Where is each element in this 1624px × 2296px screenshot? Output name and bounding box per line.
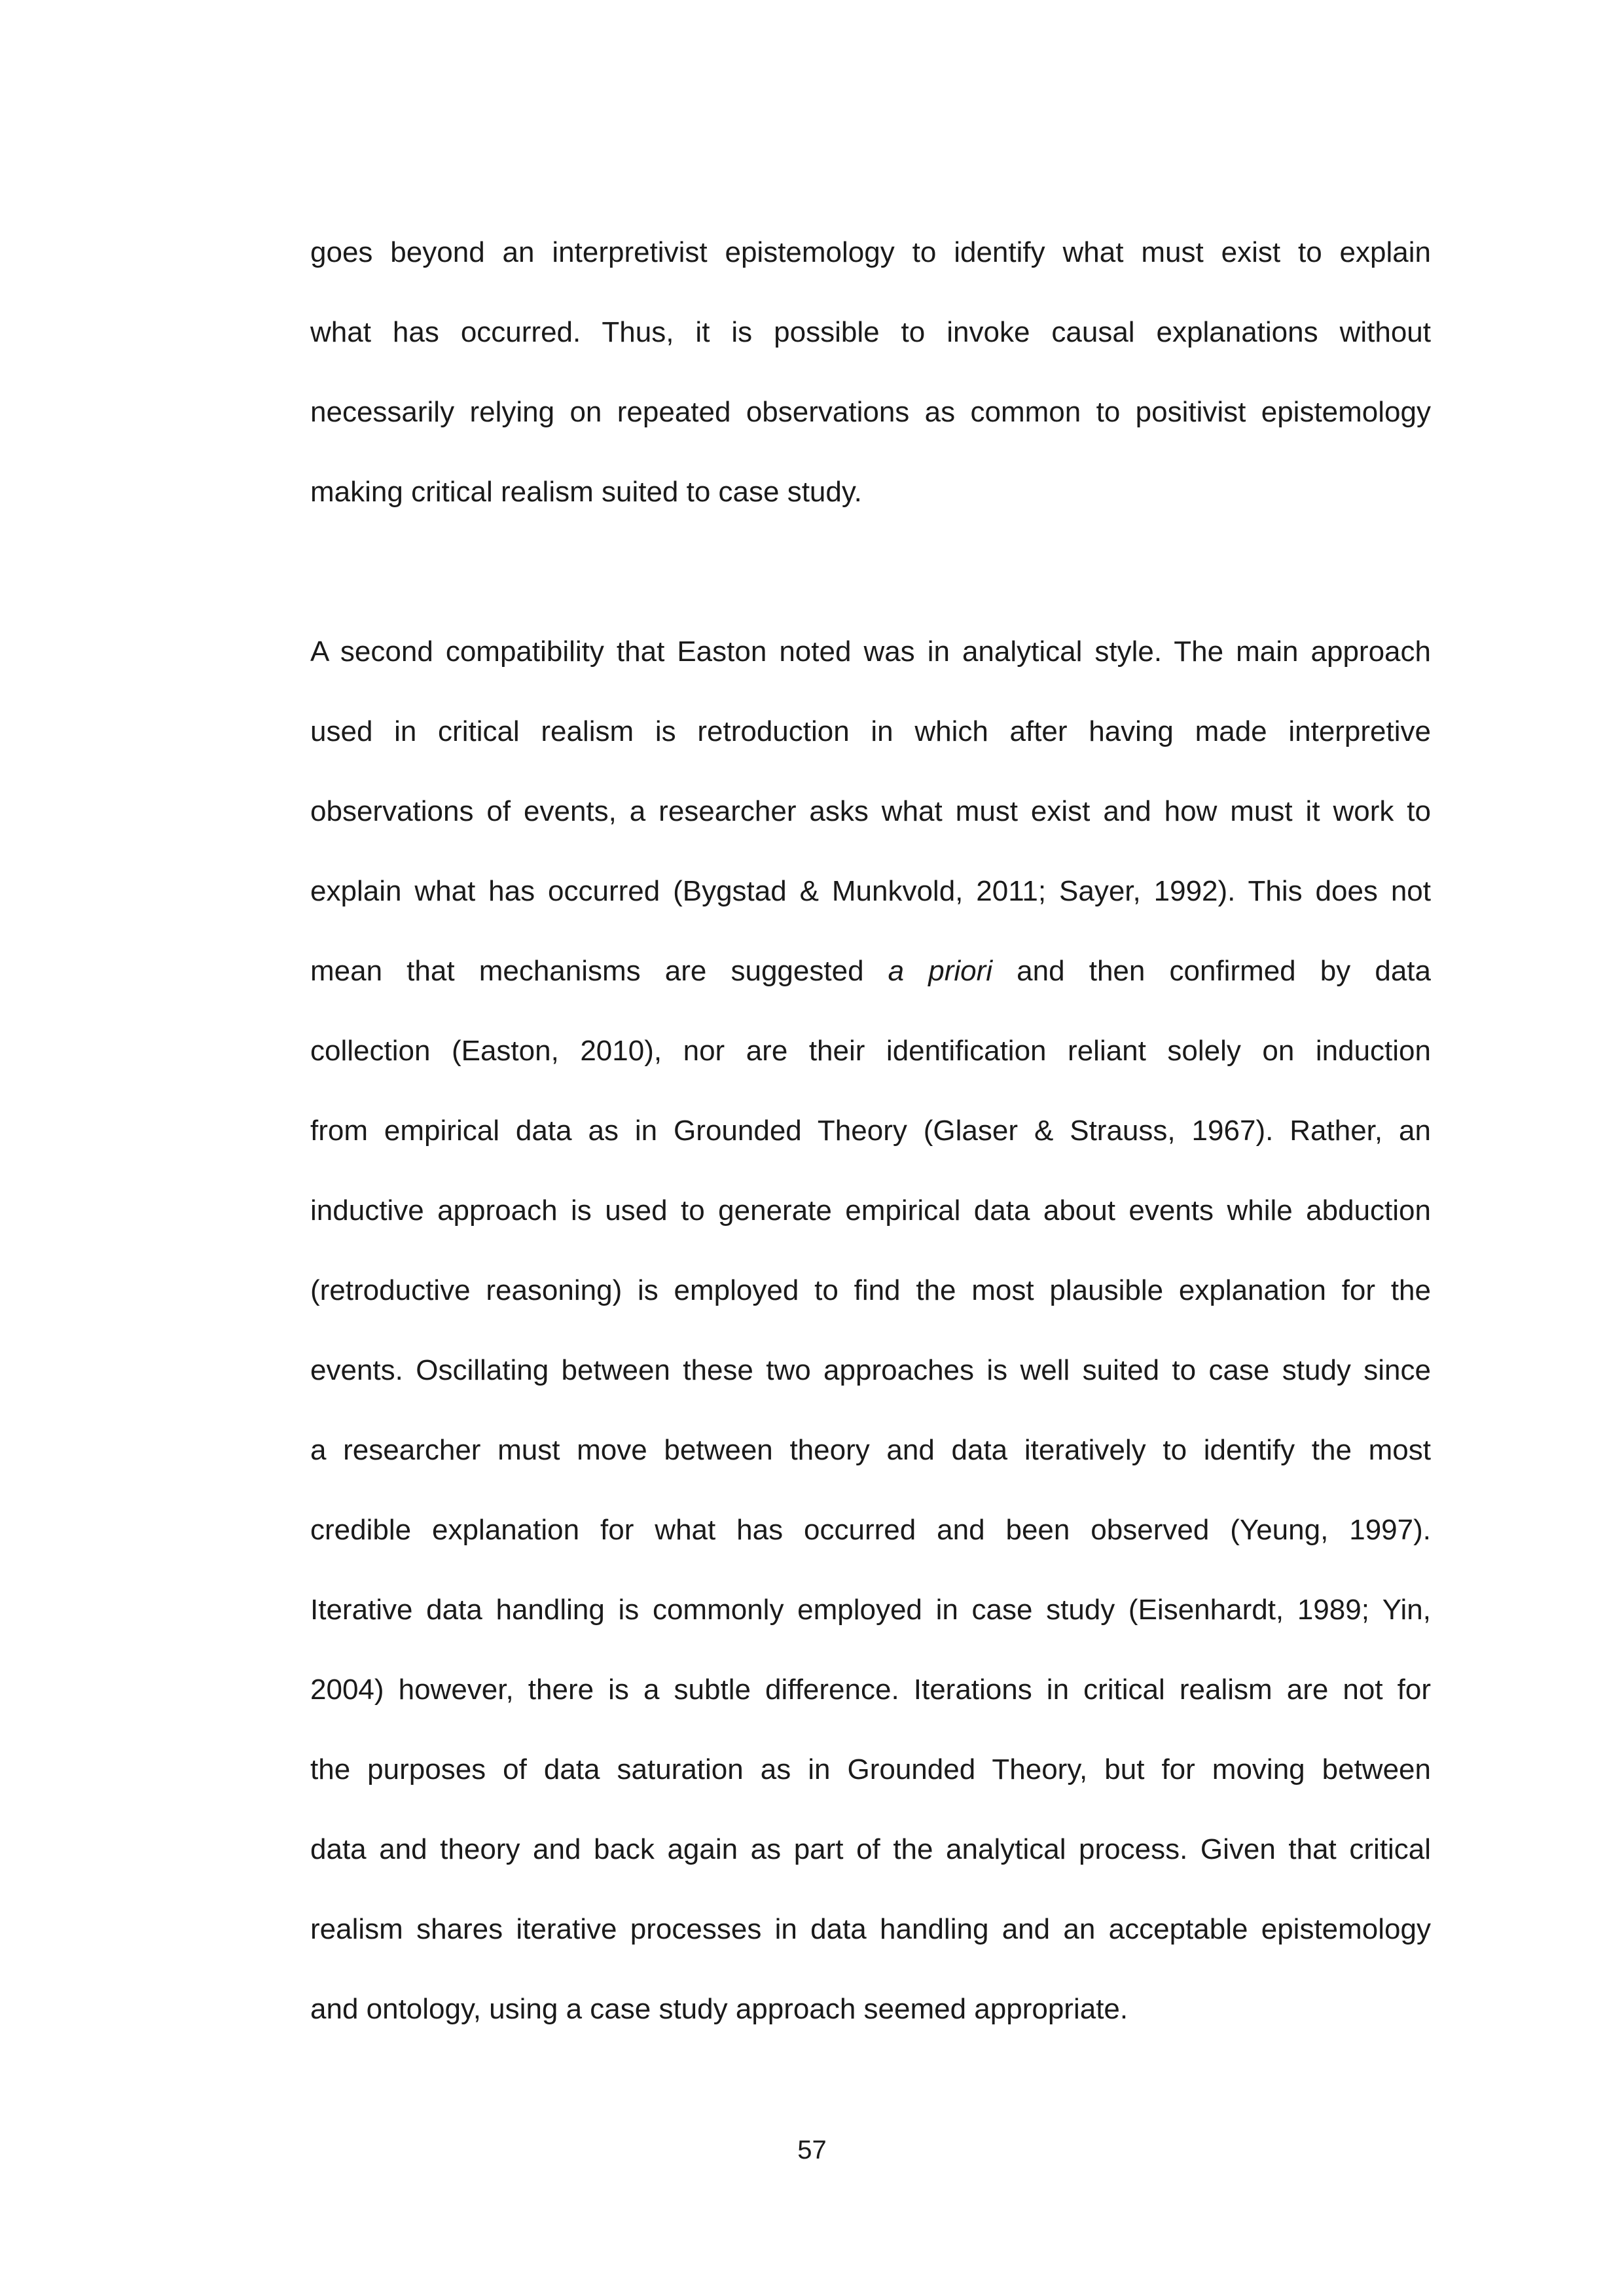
- paragraph-line: 2004) however, there is a subtle difference. Iterations in critical realism are not for: [310, 1674, 1431, 1706]
- paragraph-line: realism shares iterative processes in data handling and an acceptable epistemology: [310, 1913, 1431, 1945]
- page-number: 57: [797, 2136, 827, 2164]
- paragraph-line: a researcher must move between theory and data iteratively to identify the most: [310, 1434, 1431, 1466]
- paragraph-line: credible explanation for what has occurred and been observed (Yeung, 1997).: [310, 1514, 1431, 1546]
- line-text: and then confirmed by data: [992, 955, 1432, 987]
- paragraph-line: A second compatibility that Easton noted was in analytical style. The main approach: [310, 636, 1431, 668]
- italic-term: a priori: [888, 955, 993, 987]
- line-text: mean that mechanisms are suggested: [310, 955, 888, 987]
- paragraph-line: what has occurred. Thus, it is possible to invoke causal explanations without: [310, 316, 1431, 348]
- paragraph-line: making critical realism suited to case study.: [310, 476, 862, 508]
- paragraph-line: events. Oscillating between these two approaches is well suited to case study since: [310, 1354, 1431, 1386]
- paragraph-line: observations of events, a researcher asks what must exist and how must it work to: [310, 795, 1431, 827]
- paragraph-line: data and theory and back again as part of the analytical process. Given that critical: [310, 1833, 1431, 1865]
- paragraph-line: used in critical realism is retroduction in which after having made interpretive: [310, 715, 1431, 747]
- paragraph-line: collection (Easton, 2010), nor are their identification reliant solely on induction: [310, 1035, 1431, 1067]
- paragraph-line: necessarily relying on repeated observations as common to positivist epistemology: [310, 396, 1431, 428]
- paragraph-line: [310, 950, 1431, 992]
- paragraph-line: the purposes of data saturation as in Grounded Theory, but for moving between: [310, 1753, 1431, 1785]
- paragraph-line: inductive approach is used to generate empirical data about events while abduction: [310, 1194, 1431, 1227]
- paragraph-line: and ontology, using a case study approach seemed appropriate.: [310, 1993, 1128, 2025]
- paragraph-line: Iterative data handling is commonly employed in case study (Eisenhardt, 1989; Yin,: [310, 1594, 1431, 1626]
- paragraph-line: (retroductive reasoning) is employed to find the most plausible explanation for the: [310, 1274, 1431, 1306]
- paragraph-line: explain what has occurred (Bygstad & Munkvold, 2011; Sayer, 1992). This does not: [310, 875, 1431, 907]
- paragraph-line: from empirical data as in Grounded Theory (Glaser & Strauss, 1967). Rather, an: [310, 1115, 1431, 1147]
- paragraph-line: goes beyond an interpretivist epistemology to identify what must exist to explain: [310, 236, 1431, 268]
